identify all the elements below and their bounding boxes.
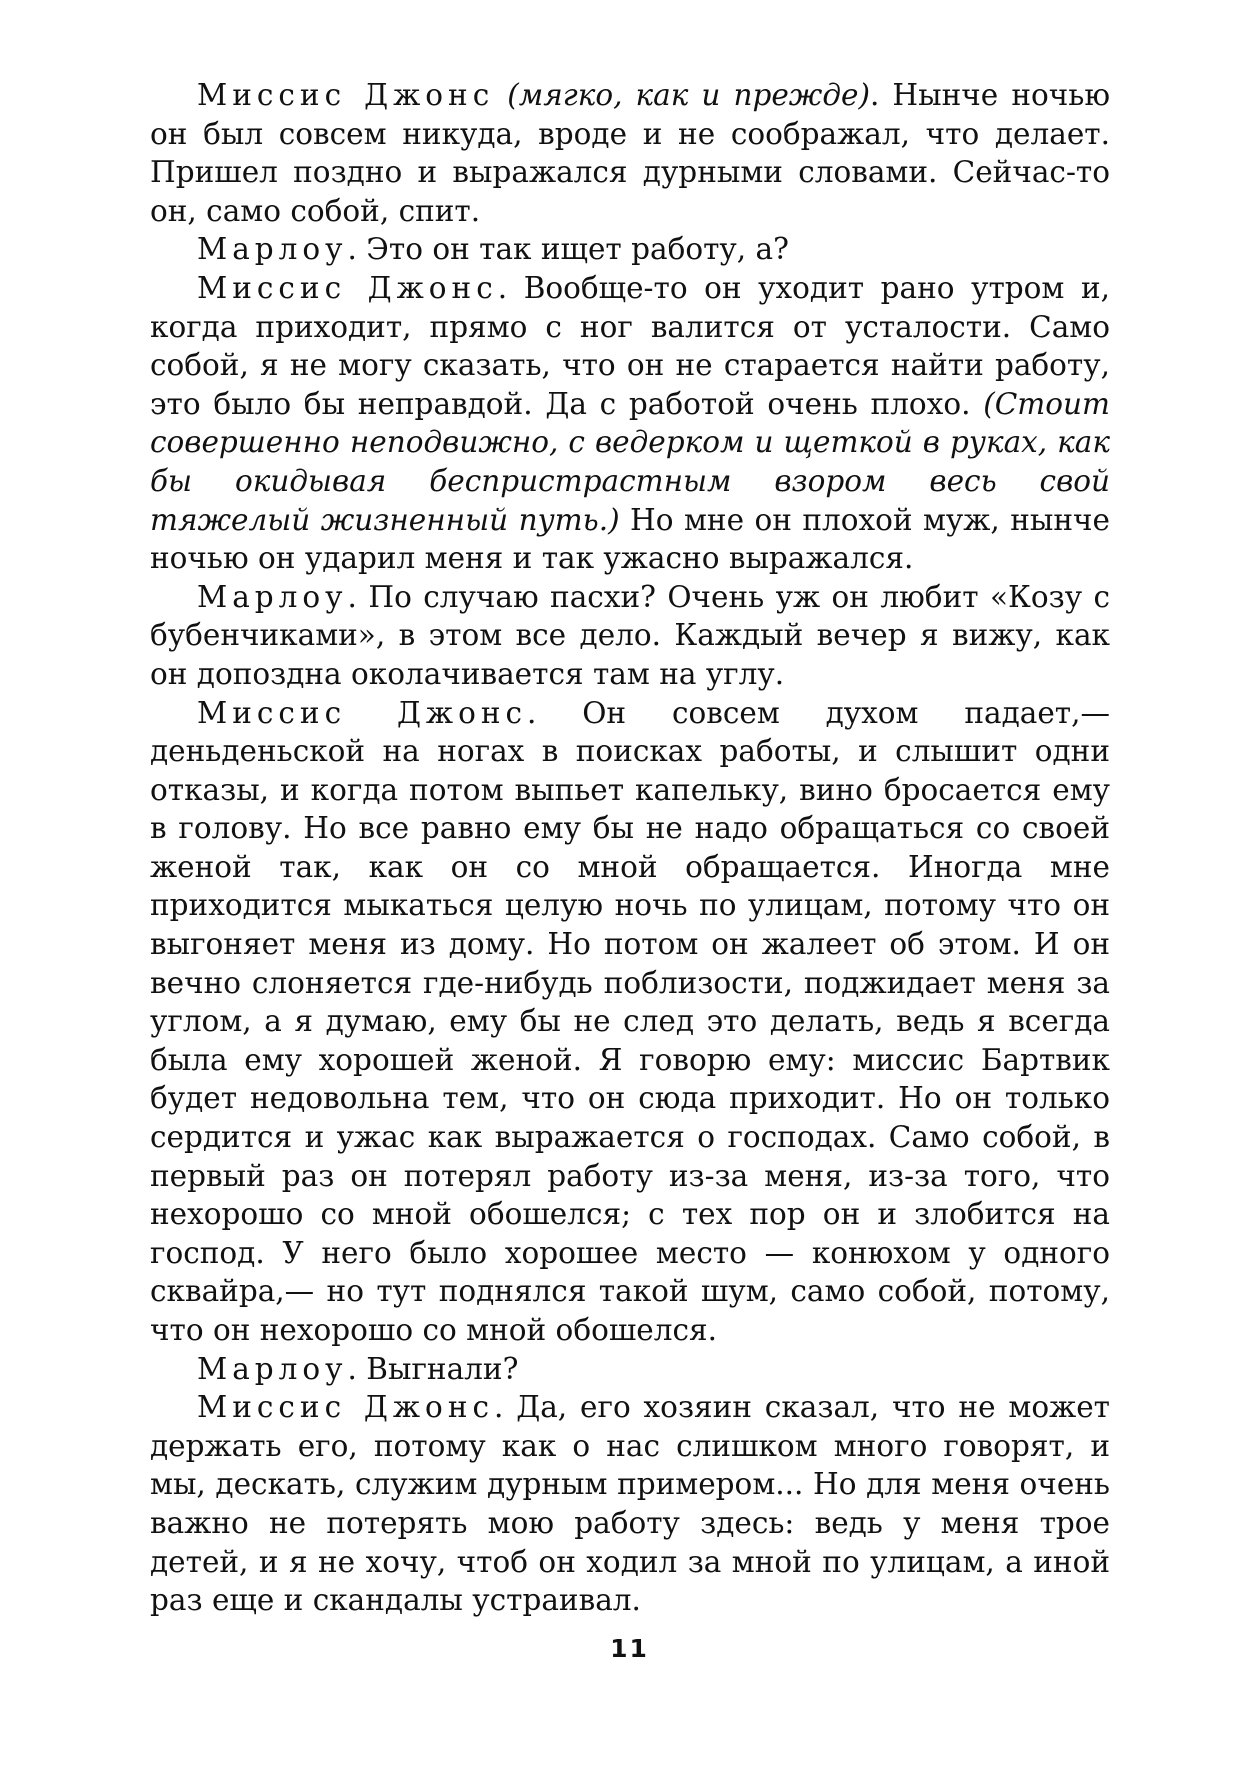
stage-direction: (Стоит совершенно неподвижно, с ведерком и щеткой в руках, как бы окидывая беспристрастным взором весь свой тяжелый жизненный путь.) bbox=[150, 386, 1110, 537]
paragraph bbox=[150, 578, 1110, 694]
dialogue-text: . Это он так ищет работу, а? bbox=[347, 232, 789, 267]
paragraph bbox=[150, 76, 1110, 230]
dialogue-text: . Вообще-то он уходит рано утром и, когда приходит, прямо с ног валится от усталости. Само собой, я не могу сказать, что он не старается найти работу, это было бы неправдой. Да с работой очень плохо. bbox=[150, 270, 1110, 421]
speaker-name: Миссис Джонс bbox=[197, 695, 528, 730]
dialogue-text: . Нынче ночью он был совсем никуда, вроде и не соображал, что делает. Пришел поздно и выражался дурными словами. Сейчас-то он, само собой, спит. bbox=[150, 78, 1110, 228]
speaker-name: Марлоу bbox=[197, 579, 348, 614]
speaker-name: Миссис Джонс bbox=[197, 270, 498, 305]
page-text bbox=[150, 76, 1110, 1620]
paragraph bbox=[150, 230, 1110, 269]
dialogue-text: . По случаю пасхи? Очень уж он любит «Козу с бубенчиками», в этом все дело. Каждый вечер я вижу, как он допоздна околачивается там на углу. bbox=[150, 579, 1110, 691]
speaker-name: Марлоу bbox=[197, 232, 348, 267]
paragraph bbox=[150, 1350, 1110, 1389]
dialogue-text: . Он совсем духом падает,— деньденьской на ногах в поисках работы, и слышит одни отказы, и когда потом выпьет капельку, вино бросается ему в голову. Но все равно ему бы не надо обращаться со своей женой так, как он со мной обращается. Иногда мне приходится мыкаться целую ночь по улицам, потому что он выгоняет меня из дому. Но потом он жалеет об этом. И он вечно слоняется где-нибудь поблизости, поджидает меня за углом, а я думаю, ему бы не след это делать, ведь я всегда была ему хорошей женой. Я говорю ему: миссис Бартвик будет недовольна тем, что он сюда приходит. Но он только сердится и ужас как выражается о господах. Само собой, в первый раз он потерял работу из-за меня, из-за того, что нехорошо со мной обошелся; с тех пор он и злобится на господ. У него было хорошее место — конюхом у одного сквайра,— но тут поднялся такой шум, само собой, потому, что он нехорошо со мной обошелся. bbox=[150, 695, 1110, 1347]
speaker-name: Марлоу bbox=[197, 1351, 348, 1386]
paragraph bbox=[150, 694, 1110, 1350]
dialogue-text: . Выгнали? bbox=[347, 1351, 519, 1386]
speaker-name: Миссис Джонс bbox=[197, 78, 495, 112]
stage-direction: (мягко, как и прежде) bbox=[494, 78, 870, 112]
paragraph bbox=[150, 269, 1110, 578]
speaker-name: Миссис Джонс bbox=[197, 1390, 495, 1425]
page-number: 11 bbox=[610, 1634, 649, 1663]
paragraph bbox=[150, 1388, 1110, 1620]
dialogue-text: Но мне он плохой муж, нынче ночью он ударил меня и так ужасно выражался. bbox=[150, 502, 1110, 576]
dialogue-text: . Да, его хозяин сказал, что не может держать его, потому как о нас слишком много говорят, и мы, дескать, служим дурным примером... Но для меня очень важно не потерять мою работу здесь: ведь у меня трое детей, и я не хочу, чтоб он ходил за мной по улицам, а иной раз еще и скандалы устраивал. bbox=[150, 1390, 1110, 1618]
